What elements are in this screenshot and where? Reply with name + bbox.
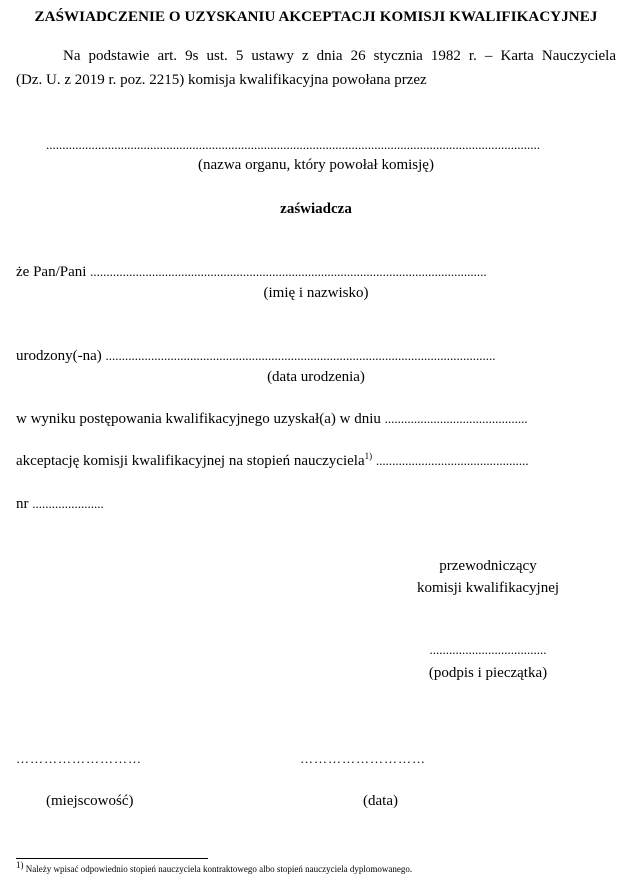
number-field[interactable]: ...................... xyxy=(32,496,104,511)
footnote-divider xyxy=(16,858,208,859)
date-caption: (data) xyxy=(363,793,398,809)
number-row xyxy=(16,496,104,513)
procedure-row xyxy=(16,411,528,428)
document-title: ZAŚWIADCZENIE O UZYSKANIU AKCEPTACJI KOMISJI KWALIFIKACYJNEJ xyxy=(34,9,598,25)
organ-name-field[interactable]: ........................................................................................................................................................ xyxy=(46,137,540,152)
signature-caption: (podpis i pieczątka) xyxy=(428,665,548,681)
organ-name-caption: (nazwa organu, który powołał komisję) xyxy=(198,157,434,173)
birth-date-field[interactable]: ........................................................................................................................ xyxy=(105,348,496,363)
intro-paragraph xyxy=(16,44,616,92)
place-field[interactable]: ……………………… xyxy=(16,751,142,766)
chair-title-line-1: przewodniczący xyxy=(439,558,537,574)
footnote-number: 1) xyxy=(16,860,24,870)
intro-line-2: (Dz. U. z 2019 r. poz. 2215) komisja kwalifikacyjna powołana przez xyxy=(16,72,427,88)
certifies-heading: zaświadcza xyxy=(280,201,352,217)
acceptance-label: akceptację komisji kwalifikacyjnej na stopień nauczyciela xyxy=(16,453,365,469)
person-row xyxy=(16,264,487,281)
person-caption: (imię i nazwisko) xyxy=(263,285,369,301)
date-field[interactable]: ……………………… xyxy=(300,751,426,766)
birth-label: urodzony(-na) xyxy=(16,348,102,364)
person-name-field[interactable]: .......................................................................................................................... xyxy=(90,264,487,279)
teacher-degree-field[interactable]: ............................................... xyxy=(375,453,529,468)
birth-caption: (data urodzenia) xyxy=(267,369,365,385)
number-label: nr xyxy=(16,496,29,512)
acceptance-row xyxy=(16,453,529,470)
person-label: że Pan/Pani xyxy=(16,264,87,280)
intro-line-1: Na podstawie art. 9s ust. 5 ustawy z dnia 26 stycznia 1982 r. – Karta Nauczyciela xyxy=(63,48,616,64)
footnote-text: Należy wpisać odpowiednio stopień nauczyciela kontraktowego albo stopień nauczyciela dyplomowanego. xyxy=(25,864,413,874)
place-caption: (miejscowość) xyxy=(46,793,134,809)
procedure-date-field[interactable]: ............................................ xyxy=(384,411,528,426)
chair-title-line-2: komisji kwalifikacyjnej xyxy=(416,580,560,596)
footnote xyxy=(16,860,413,874)
birth-row xyxy=(16,348,496,365)
procedure-label: w wyniku postępowania kwalifikacyjnego uzyskał(a) w dniu xyxy=(16,411,381,427)
signature-field[interactable]: .................................... xyxy=(429,642,547,657)
footnote-mark: 1) xyxy=(364,451,373,461)
